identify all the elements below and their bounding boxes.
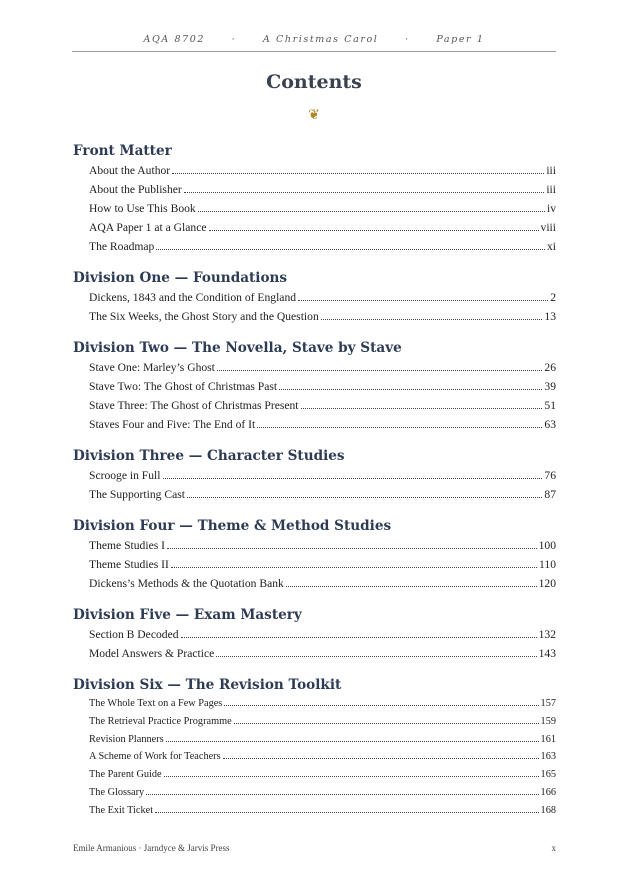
entry-page: 165 <box>540 769 556 781</box>
entry-page: 168 <box>540 804 556 816</box>
toc-entry[interactable] <box>89 358 556 377</box>
toc-entry[interactable] <box>89 180 556 199</box>
entry-page: 132 <box>538 628 556 641</box>
toc-entry[interactable] <box>89 307 556 326</box>
toc-entry[interactable] <box>89 555 556 574</box>
toc-entry[interactable] <box>89 415 556 434</box>
entry-page: iii <box>546 164 556 177</box>
leader-dots <box>216 656 536 657</box>
entry-page: iv <box>546 202 556 215</box>
entry-label: Staves Four and Five: The End of It <box>89 418 256 431</box>
leader-dots <box>171 567 537 568</box>
toc-entry[interactable] <box>89 466 556 485</box>
toc-entry[interactable] <box>89 713 556 731</box>
leader-dots <box>146 794 538 795</box>
toc-entry[interactable] <box>89 784 556 802</box>
fleuron-ornament-icon: ❦ <box>308 107 320 123</box>
entry-label: Theme Studies II <box>89 558 169 571</box>
entry-label: Model Answers & Practice <box>89 647 215 660</box>
toc-entry[interactable] <box>89 288 556 307</box>
division-title[interactable]: Front Matter <box>73 143 172 159</box>
entry-label: The Retrieval Practice Programme <box>89 715 232 727</box>
division-title[interactable]: Division Two — The Novella, Stave by Stave <box>73 340 402 356</box>
leader-dots <box>209 230 539 231</box>
entry-label: Dickens’s Methods & the Quotation Bank <box>89 577 284 590</box>
toc-entry[interactable] <box>89 695 556 713</box>
entry-page: 166 <box>540 786 556 798</box>
header-separator: · <box>231 34 237 45</box>
entry-label: About the Author <box>89 164 171 177</box>
header-rule <box>72 51 556 52</box>
division-three <box>73 446 556 504</box>
leader-dots <box>184 192 545 193</box>
header-paper: Paper 1 <box>436 34 485 45</box>
entry-label: Scrooge in Full <box>89 469 161 482</box>
entry-page: 110 <box>539 558 556 571</box>
entry-page: iii <box>546 183 556 196</box>
header-title: A Christmas Carol <box>262 34 379 45</box>
leader-dots <box>172 173 544 174</box>
entry-page: 159 <box>540 715 556 727</box>
entry-label: Theme Studies I <box>89 539 165 552</box>
entry-label: Stave Three: The Ghost of Christmas Present <box>89 399 299 412</box>
entry-label: The Parent Guide <box>89 769 162 781</box>
header-separator: · <box>405 34 410 45</box>
entry-page: 2 <box>550 291 556 304</box>
entry-label: Stave Two: The Ghost of Christmas Past <box>89 380 278 393</box>
entry-page: 163 <box>540 751 556 763</box>
leader-dots <box>156 249 545 250</box>
footer-credit: Emile Armanious · Jarndyce & Jarvis Press <box>73 843 230 853</box>
division-title[interactable]: Division Six — The Revision Toolkit <box>73 677 342 693</box>
entry-label: Section B Decoded <box>89 628 179 641</box>
entry-label: AQA Paper 1 at a Glance <box>89 221 207 234</box>
leader-dots <box>286 586 537 587</box>
entry-page: 51 <box>544 399 556 412</box>
entry-label: About the Publisher <box>89 183 182 196</box>
leader-dots <box>223 758 539 759</box>
division-title[interactable]: Division Five — Exam Mastery <box>73 607 302 623</box>
leader-dots <box>198 211 545 212</box>
toc-entry[interactable] <box>89 199 556 218</box>
entry-label: The Whole Text on a Few Pages <box>89 698 223 709</box>
entry-label: The Supporting Cast <box>89 488 185 501</box>
entry-page: 161 <box>540 733 556 745</box>
leader-dots <box>301 408 543 409</box>
leader-dots <box>164 776 539 777</box>
leader-dots <box>224 705 538 706</box>
toc-entry[interactable] <box>89 237 556 256</box>
entry-page: viii <box>540 221 556 234</box>
entry-label: The Roadmap <box>89 240 155 253</box>
header-code: AQA 8702 <box>143 34 206 45</box>
toc-entry[interactable] <box>89 536 556 555</box>
entry-page: 39 <box>544 380 556 393</box>
entry-page: 143 <box>538 647 556 660</box>
toc-entry[interactable] <box>89 574 556 593</box>
table-of-contents <box>73 141 556 832</box>
entry-page: 87 <box>544 488 556 501</box>
leader-dots <box>321 319 543 320</box>
toc-entry[interactable] <box>89 748 556 766</box>
entry-label: The Glossary <box>89 786 145 798</box>
page-footer <box>73 843 556 853</box>
entry-page: 157 <box>540 698 556 709</box>
toc-entry[interactable] <box>89 161 556 180</box>
division-title[interactable]: Division One — Foundations <box>73 270 288 286</box>
leader-dots <box>166 741 539 742</box>
leader-dots <box>234 723 539 724</box>
leader-dots <box>298 300 548 301</box>
toc-entry[interactable] <box>89 625 556 644</box>
toc-entry[interactable] <box>89 218 556 237</box>
entry-page: 13 <box>544 310 556 323</box>
entry-page: 63 <box>544 418 556 431</box>
division-two <box>73 338 556 434</box>
entry-page: 76 <box>544 469 556 482</box>
entry-label: Revision Planners <box>89 733 164 745</box>
toc-entry[interactable] <box>89 485 556 504</box>
division-four <box>73 516 556 593</box>
leader-dots <box>181 637 537 638</box>
entry-label: How to Use This Book <box>89 202 196 215</box>
toc-entry[interactable] <box>89 766 556 784</box>
leader-dots <box>187 497 542 498</box>
division-title[interactable]: Division Three — Character Studies <box>73 448 345 464</box>
entry-label: The Exit Ticket <box>89 804 154 816</box>
page-number: x <box>551 843 556 853</box>
leader-dots <box>155 812 538 813</box>
entry-label: A Scheme of Work for Teachers <box>89 751 221 763</box>
toc-entry[interactable] <box>89 644 556 663</box>
entry-page: 26 <box>544 361 556 374</box>
division-five <box>73 605 556 663</box>
toc-entry[interactable] <box>89 802 556 820</box>
page-title: Contents <box>266 71 362 93</box>
toc-entry[interactable] <box>89 396 556 415</box>
entry-page: xi <box>546 240 556 253</box>
leader-dots <box>279 389 542 390</box>
division-one <box>73 268 556 326</box>
leader-dots <box>163 478 543 479</box>
entry-page: 100 <box>538 539 556 552</box>
leader-dots <box>167 548 537 549</box>
entry-label: Dickens, 1843 and the Condition of England <box>89 291 297 304</box>
running-header <box>72 34 556 52</box>
entry-label: The Six Weeks, the Ghost Story and the Question <box>89 310 319 323</box>
entry-label: Stave One: Marley’s Ghost <box>89 361 215 374</box>
entry-page: 120 <box>538 577 556 590</box>
division-front-matter <box>73 141 556 256</box>
leader-dots <box>217 370 543 371</box>
leader-dots <box>257 427 542 428</box>
division-six <box>73 675 556 820</box>
toc-entry[interactable] <box>89 731 556 749</box>
division-title[interactable]: Division Four — Theme & Method Studies <box>73 518 392 534</box>
toc-entry[interactable] <box>89 377 556 396</box>
